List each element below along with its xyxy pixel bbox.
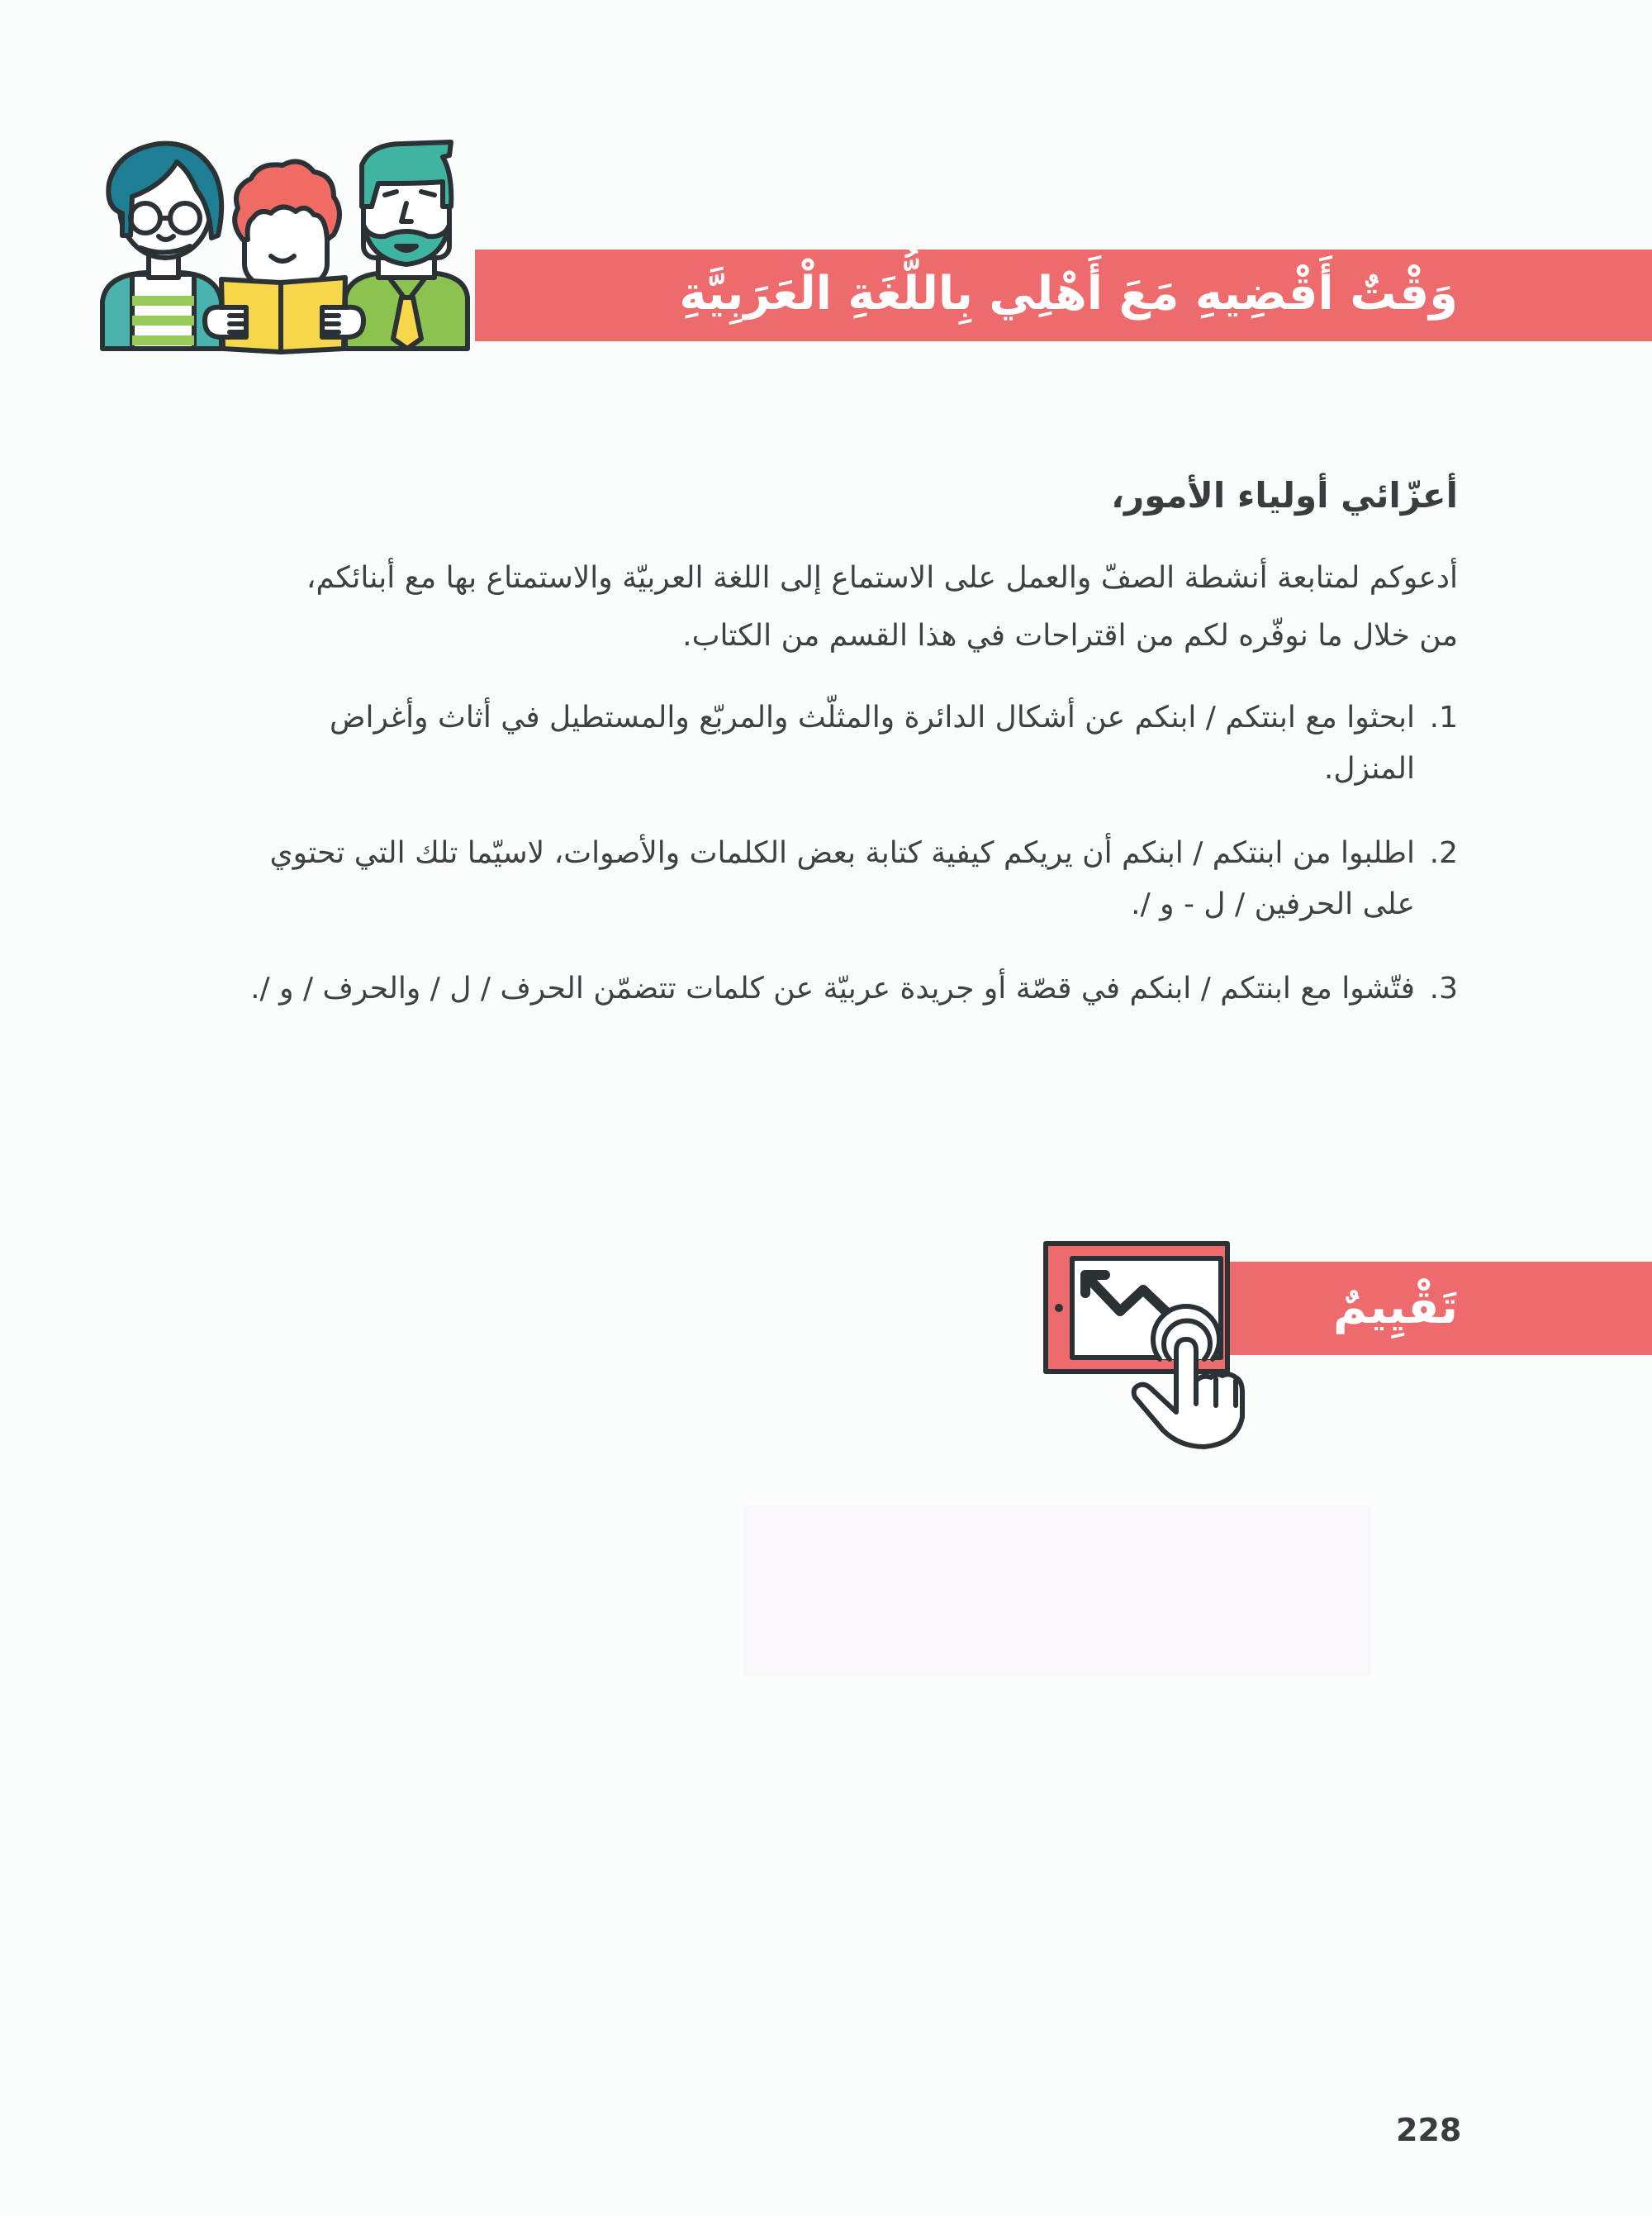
tablet-touch-chart-icon bbox=[1039, 1235, 1262, 1450]
section-banner-assessment bbox=[1222, 1262, 1652, 1355]
item-number: 2. bbox=[1429, 836, 1458, 870]
item-text-line: اطلبوا من ابنتكم / ابنكم أن يريكم كيفية كتابة بعض الكلمات والأصوات، لاسيّما تلك التي تحتوي bbox=[269, 836, 1415, 870]
item-number: 1. bbox=[1429, 701, 1458, 735]
faded-background-box bbox=[743, 1505, 1371, 1675]
letter-greeting: أعزّائي أولياء الأمور، bbox=[1111, 475, 1458, 516]
family-reading-illustration bbox=[97, 132, 486, 355]
suggestion-item-3 bbox=[54, 963, 1458, 1015]
banner-title: تَقْيِيمٌ bbox=[1333, 1281, 1458, 1334]
page-number: 228 bbox=[1396, 2112, 1462, 2148]
item-text-line: على الحرفين / ل - و /. bbox=[1131, 887, 1415, 921]
bleed-through-text bbox=[1057, 21, 1066, 50]
item-text-line: فتّشوا مع ابنتكم / ابنكم في قصّة أو جريدة عربيّة عن كلمات تتضمّن الحرف / ل / والحرف / و /. bbox=[250, 972, 1415, 1006]
item-text-line: ابحثوا مع ابنتكم / ابنكم عن أشكال الدائرة والمثلّث والمربّع والمستطيل في أثاث وأغراض bbox=[329, 701, 1415, 735]
intro-paragraph-line: من خلال ما نوفّره لكم من اقتراحات في هذا القسم من الكتاب. bbox=[682, 619, 1458, 653]
section-banner-family-time bbox=[475, 250, 1652, 341]
item-text-line: المنزل. bbox=[1323, 752, 1415, 786]
intro-paragraph-line: أدعوكم لمتابعة أنشطة الصفّ والعمل على الاستماع إلى اللغة العربيّة والاستمتاع بها مع أبنائكم، bbox=[306, 561, 1458, 595]
banner-title: وَقْتٌ أَقْضِيهِ مَعَ أَهْلِي بِاللُّغَةِ الْعَرَبِيَّةِ bbox=[679, 267, 1458, 321]
suggestion-item-1 bbox=[54, 692, 1458, 795]
item-number: 3. bbox=[1429, 972, 1458, 1006]
suggestion-item-2 bbox=[54, 828, 1458, 930]
